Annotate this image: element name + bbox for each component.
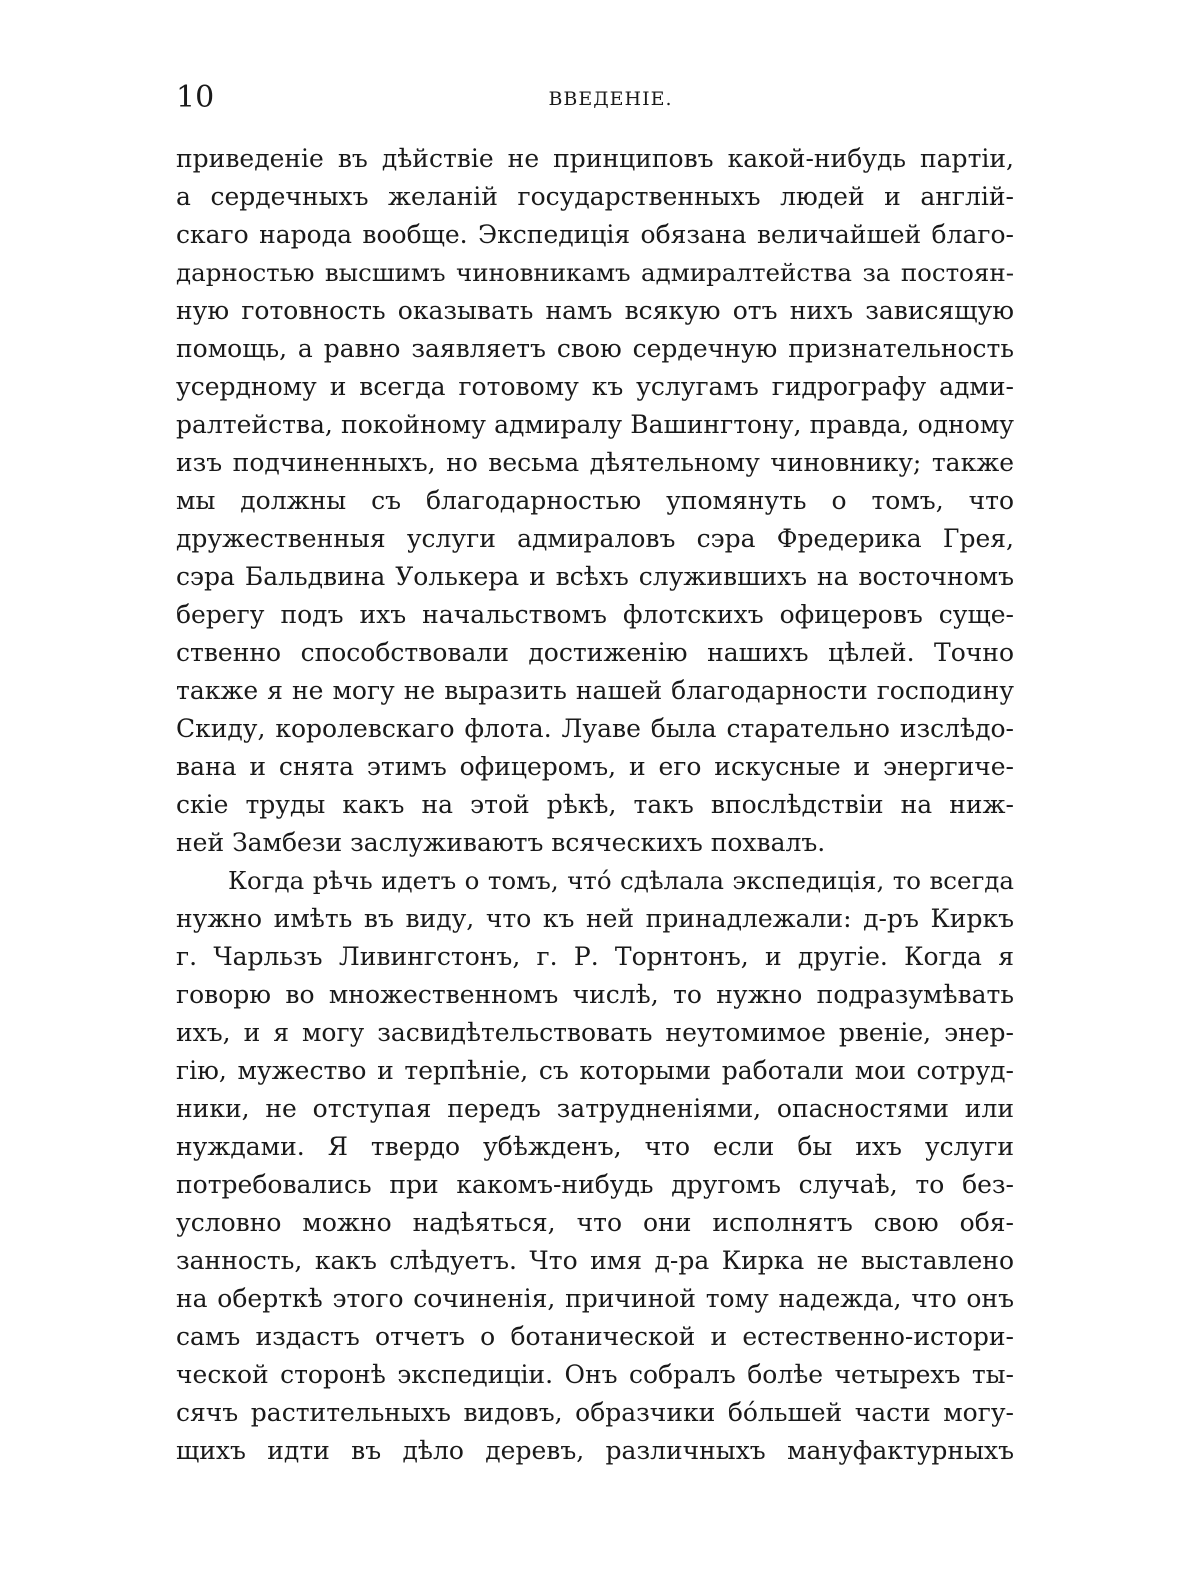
text-line: дарностью высшимъ чиновникамъ адмиралтейства за постоян- — [176, 258, 1014, 287]
text-line: усердному и всегда готовому къ услугамъ гидрографу адми- — [176, 372, 1014, 401]
text-line: на оберткѣ этого сочиненія, причиной тому надежда, что онъ — [176, 1284, 1014, 1313]
text-line: гію, мужество и терпѣніе, съ которыми работали мои сотруд- — [176, 1056, 1014, 1085]
text-line: сэра Бальдвина Уолькера и всѣхъ служившихъ на восточномъ — [176, 562, 1014, 591]
text-line: вана и снята этимъ офицеромъ, и его искусные и энергиче- — [176, 752, 1014, 781]
text-line: берегу подъ ихъ начальствомъ флотскихъ офицеровъ суще- — [176, 600, 1014, 629]
text-line: мы должны съ благодарностью упомянуть о томъ, что — [176, 486, 1014, 515]
text-line: ческой сторонѣ экспедиціи. Онъ собралъ болѣе четырехъ ты- — [176, 1360, 1014, 1389]
text-line: нуждами. Я твердо убѣжденъ, что если бы ихъ услуги — [176, 1132, 1014, 1161]
text-line: занность, какъ слѣдуетъ. Что имя д-ра Кирка не выставлено — [176, 1246, 1014, 1275]
text-line: сячъ растительныхъ видовъ, образчики бо́льшей части могу- — [176, 1398, 1014, 1427]
paragraph-2 — [176, 862, 1014, 1470]
text-line: ники, не отступая передъ затрудненіями, опасностями или — [176, 1094, 1014, 1123]
text-line: говорю во множественномъ числѣ, то нужно подразумѣвать — [176, 980, 1014, 1009]
text-line: ней Замбези заслуживаютъ всяческихъ похвалъ. — [176, 828, 826, 857]
text-line: Когда рѣчь идетъ о томъ, что́ сдѣлала экспедиція, то всегда — [228, 866, 1014, 895]
paragraph-1 — [176, 140, 1014, 862]
text-line: нужно имѣть въ виду, что къ ней принадлежали: д-ръ Киркъ — [176, 904, 1014, 933]
text-line: самъ издастъ отчетъ о ботанической и естественно-истори- — [176, 1322, 1014, 1351]
text-line: потребовались при какомъ-нибудь другомъ случаѣ, то без- — [176, 1170, 1014, 1199]
text-line: Скиду, королевскаго флота. Луаве была старательно изслѣдо- — [176, 714, 1014, 743]
text-line: а сердечныхъ желаній государственныхъ людей и англій- — [176, 182, 1014, 211]
text-line: ихъ, и я могу засвидѣтельствовать неутомимое рвеніе, энер- — [176, 1018, 1014, 1047]
text-line: г. Чарльзъ Ливингстонъ, г. Р. Торнтонъ, и другіе. Когда я — [176, 942, 1014, 971]
text-line: ралтейства, покойному адмиралу Вашингтону, правда, одному — [176, 410, 1014, 439]
page-number: 10 — [176, 80, 215, 115]
text-line: ственно способствовали достиженію нашихъ цѣлей. Точно — [176, 638, 1014, 667]
text-line: скаго народа вообще. Экспедиція обязана величайшей благо- — [176, 220, 1014, 249]
text-line: приведеніе въ дѣйствіе не принциповъ какой-нибудь партіи, — [176, 144, 1014, 173]
text-line: изъ подчиненныхъ, но весьма дѣятельному чиновнику; также — [176, 448, 1014, 477]
text-line: также я не могу не выразить нашей благодарности господину — [176, 676, 1014, 705]
text-line: дружественныя услуги адмираловъ сэра Фредерика Грея, — [176, 524, 1014, 553]
text-body — [176, 140, 1014, 1470]
text-line: ную готовность оказывать намъ всякую отъ нихъ зависящую — [176, 296, 1014, 325]
running-title: ВВЕДЕНІЕ. — [548, 88, 673, 110]
text-line: помощь, а равно заявляетъ свою сердечную признательность — [176, 334, 1014, 363]
text-line: скіе труды какъ на этой рѣкѣ, такъ впослѣдствіи на ниж- — [176, 790, 1014, 819]
text-line: условно можно надѣяться, что они исполнятъ свою обя- — [176, 1208, 1014, 1237]
text-line: щихъ идти въ дѣло деревъ, различныхъ мануфактурныхъ — [176, 1436, 1014, 1465]
running-head — [0, 88, 1191, 110]
